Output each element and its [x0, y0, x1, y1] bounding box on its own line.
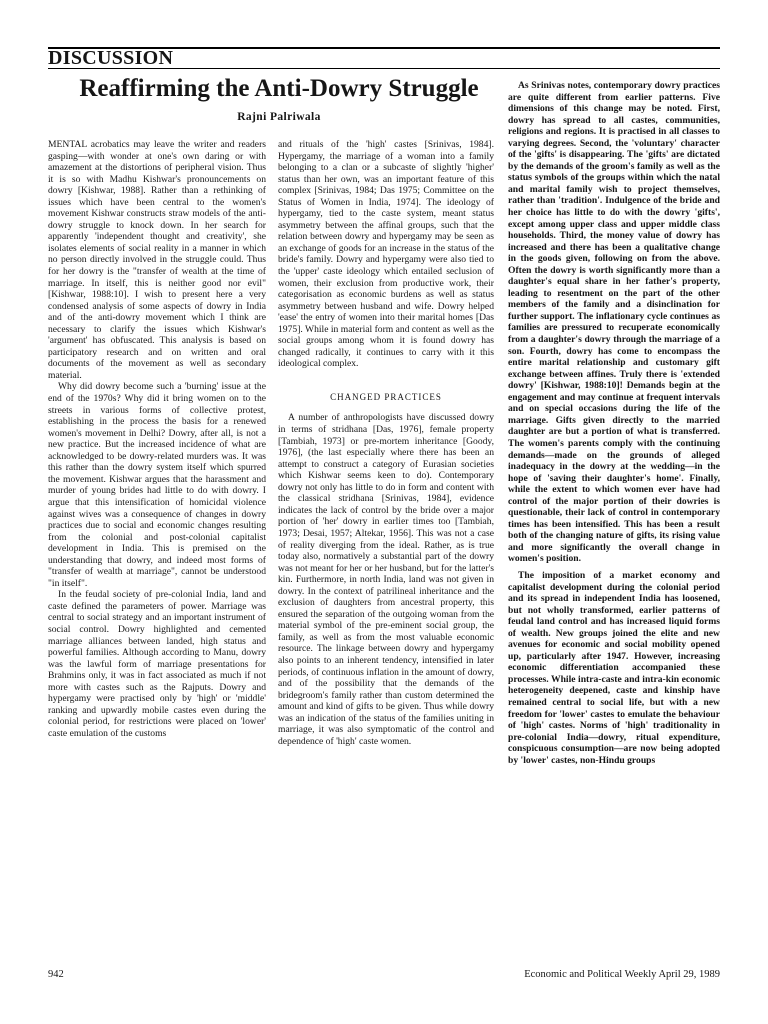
paragraph: In the feudal society of pre-colonial India, land and caste defined the parameters of power. Marriage was central to social strategy and an important instrument of social control. Dowry highlighted and cemented marriage alliances between landed, high status and powerful families. Although according to Manu, dowry was the lawful form of marriage presentations for Brahmins only, it was in fact associated as much if not more with castes such as the Rajputs. Dowry and hypergamy were practised only by 'high' or 'middle' ranking and upwardly mobile castes even during the colonial period, for restrictions were placed on 'lower' caste emulation of the customs	[48, 589, 266, 739]
section-rule	[48, 68, 720, 69]
author-byline: Rajni Palriwala	[237, 111, 321, 123]
journal-issue: Economic and Political Weekly April 29, 1989	[524, 969, 720, 980]
paragraph: As Srinivas notes, contemporary dowry practices are quite different from earlier patterns. Five dimensions of this change may be noted. First, dowry has spread to all castes, communities, religions and regions. It is practised in all classes to varying degrees. Second, the 'voluntary' character of the 'gifts' is disappearing. The 'gifts' are dictated by the demands of the groom's family as well as the status symbols of the groups within which the natal and marital family wish to project themselves, rather than 'tradition'. Indulgence of the bride and her choice has little to do with the dowry 'gifts', except among upper class and upper middle class households. Third, the money value of dowry has increased and there has been a qualitative change in the goods given, following on from the above. Often the dowry is worth significantly more than a daughter's equal share in her father's property, leading to resentment on the part of the other members of the family and a disinclination for further support. The inflationary cycle continues as families are pressured to recuperate economically from a daughter's dowry through the marriage of a son. Fourth, dowry has come to encompass the entire marital relationship and customary gift exchange between affines. Truly there is 'extended dowry' [Kishwar, 1988:10]! Demands begin at the engagement and may continue at frequent intervals and on special occasions during the life of the marriage. Gifts given directly to the married daughter are but a portion of what is transferred. The women's parents comply with the continuing demands—made on the grounds of alleged inadequacy in the dowry at the wedding—in the hope of 'saving their daughter's home'. Finally, while the extent to which women ever have had control of the major portion of their dowries is questionable, their lack of control in contemporary times has been intensified. This has been a result both of the changing nature of gifts, its rising value and more significantly the overall change in women's position.	[508, 80, 720, 565]
column-1	[48, 139, 266, 739]
paragraph: MENTAL acrobatics may leave the writer and readers gasping—with wonder at one's own daring or with amazement at the distortions of peripheral vision. Thus it is so with Madhu Kishwar's pronouncements on dowry [Kishwar, 1988]. Rather than a rethinking of issues which have been central to the women's movement Kishwar constructs straw models of the anti-dowry struggle to knock down. In her search for apparently 'independent thought and creativity', she isolates elements of social reality in a manner in which no person directly involved in the struggle could. Thus for her dowry is the "transfer of wealth at the time of marriage. In itself, this is neither good nor evil" [Kishwar, 1988:10]. I wish to present here a very condensed analysis of some aspects of dowry in India and of the anti-dowry movement which I think are necessary to clarify the issues which Kishwar's 'argument' has obfuscated. This analysis is based on participatory research and on written and oral documents of the movement as well as secondary material.	[48, 139, 266, 381]
article-title: Reaffirming the Anti-Dowry Struggle	[79, 75, 479, 102]
paragraph: Why did dowry become such a 'burning' issue at the end of the 1970s? Why did it bring women on to the streets in various forms of collective protest, establishing in the process the basis for a renewed women's movement in Delhi? Dowry, after all, is not a new practice. But the increased incidence of what are acknowledged to be dowry-related murders was. It was this rather than the dowry system itself which spurred the movement. Kishwar argues that the harassment and murder of young brides had little to do with dowry. I argue that this intensification of homicidal violence against wives was a consequence of changes in dowry practices due to social and economic changes resulting from the colonial and post-colonial capitalist development in India. This is premised on the understanding that dowry, and indeed most forms of "transfer of wealth at marriage", cannot be understood "in itself".	[48, 381, 266, 589]
subheading: CHANGED PRACTICES	[330, 391, 442, 402]
paragraph: A number of anthropologists have discussed dowry in terms of stridhana [Das, 1976], female property [Tambiah, 1973] or pre-mortem inheritance [Goody, 1976], (the last especially where there has been an attempt to construct a category of Eurasian societies which Kishwar seems keen to do). Contemporary dowry not only has little to do in form and content with the classical stridhana [Srinivas, 1984], evidence indicates the lack of control by the bride over a major portion of 'her' dowry in earlier times too [Tambiah, 1973; Desai, 1957; Altekar, 1956]. This was not a case of reality diverging from the ideal. Rather, as is true today also, normatively a substantial part of the dowry was not meant for her or her husband, but for the latter's kin. Furthermore, in north India, land was not given in dowry. In the context of patrilineal inheritance and the exclusion of daughters from ancestral property, this ensured the separation of the outgoing woman from the material symbol of the pre-eminent social group, the family, as well as from the most valuable economic resource. The linkage between dowry and hypergamy also points to an inherent tendency, intensified in later periods, of continuous inflation in the amount of dowry, and of the possibility that the demands of the bridegroom's family rather than custom determined the amount and kind of gifts to be given. Thus while dowry was an indication of the status of the families uniting in marriage, it was also symptomatic of the control and dependence of 'high' caste women.	[278, 412, 494, 747]
paragraph: The imposition of a market economy and capitalist development during the colonial period and its spread in independent India has loosened, but not wholly transformed, earlier patterns of feudal land control and has increased liquid forms of wealth. New groups joined the elite and new avenues for economic and social mobility opened up, particularly after 1947. However, increasing economic differentiation accompanied these processes. While intra-caste and intra-kin economic heterogeneity deepened, caste and kinship have remained central to social life, but with a new freedom for 'lower' castes to emulate the behaviour of 'high' castes. Norms of 'high' traditionality in pre-colonial India—dowry, ritual expenditure, conspicuous consumption—are now being adopted by 'lower' castes, non-Hindu groups	[508, 569, 720, 766]
section-heading: DISCUSSION	[48, 47, 174, 69]
column-2	[278, 139, 494, 747]
column-3	[508, 80, 720, 766]
paragraph: and rituals of the 'high' castes [Srinivas, 1984]. Hypergamy, the marriage of a woman into a family belonging to a clan or a subcaste of slightly 'higher' status than her own, was an important feature of this complex [Srinivas, 1984; Das 1975; Committee on the Status of Women in India, 1974]. The ideology of hypergamy, tied to the caste system, meant status asymmetry between the affinal groups, such that the relation between dowry and hypergamy may be seen as an exchange of goods for an increase in the status of the bride's family. Dowry and hypergamy were also tied to the 'upper' caste ideology which entailed seclusion of women, their exclusion from productive work, their categorisation as economic burdens as well as status asymmetry between husband and wife. Dowry helped 'ease' the entry of women into their marital homes [Das 1975]. While in material form and content as well as the social groups among whom it is found dowry has changed radically, it continues to carry with it this ideological complex.	[278, 139, 494, 370]
page-number: 942	[48, 969, 64, 980]
